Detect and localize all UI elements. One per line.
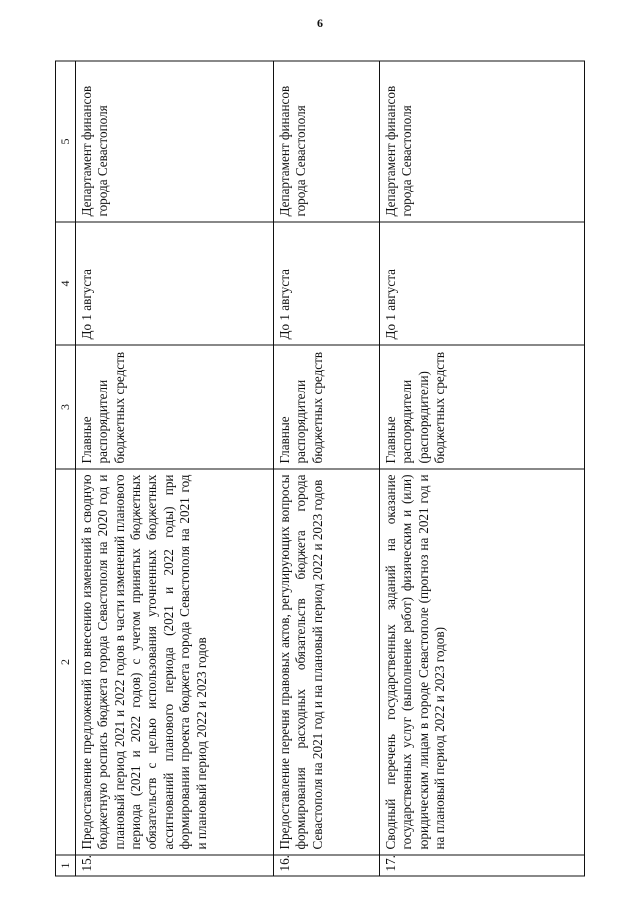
row-responsible: Департамент финансов города Севастополя	[274, 61, 380, 222]
column-number-1: 1	[56, 855, 76, 876]
row-number: 16.	[274, 855, 380, 876]
column-number-4: 4	[56, 222, 76, 345]
row-deadline: До 1 августа	[274, 222, 380, 345]
row-number: 17.	[380, 855, 585, 876]
row-deadline: До 1 августа	[380, 222, 585, 345]
budget-schedule-table	[55, 61, 585, 877]
row-description: Предоставление перечня правовых актов, регулирующих вопросы формирования расходных обязательств бюджета города Севастополя на 2021 год и на плановый период 2022 и 2023 годов	[274, 469, 380, 855]
row-executor: Главные распорядители (распорядители) бюджетных средств	[380, 345, 585, 469]
row-executor: Главные распорядители бюджетных средств	[274, 345, 380, 469]
row-description: Сводный перечень государственных заданий на оказание государственных услуг (выполнение работ) физическим и (или) юридическим лицам в городе Севастополе (прогноз на 2021 год и на плановый период 2022 и 2023 годов)	[380, 469, 585, 855]
row-description: Предоставление предложений по внесению изменений в сводную бюджетную роспись бюджета города Севастополя на 2020 год и плановый период 2021 и 2022 годов в части изменений планового периода (2021 и 2022 годов) с учетом принятых бюджетных обязательств с целью использования уточненных бюджетных ассигнований планового периода (2021 и 2022 годы) при формировании проекта бюджета города Севастополя на 2021 год и плановый период 2022 и 2023 годов	[76, 469, 274, 855]
table-header-row	[56, 61, 76, 876]
row-responsible: Департамент финансов города Севастополя	[380, 61, 585, 222]
table-row	[274, 61, 380, 876]
row-deadline: До 1 августа	[76, 222, 274, 345]
row-number: 15.	[76, 855, 274, 876]
table-row	[380, 61, 585, 876]
column-number-5: 5	[56, 61, 76, 222]
page-number: 6	[317, 16, 323, 30]
row-executor: Главные распорядители бюджетных средств	[76, 345, 274, 469]
table-row	[76, 61, 274, 876]
rotated-table-container	[55, 62, 585, 877]
column-number-2: 2	[56, 469, 76, 855]
row-responsible: Департамент финансов города Севастополя	[76, 61, 274, 222]
column-number-3: 3	[56, 345, 76, 469]
